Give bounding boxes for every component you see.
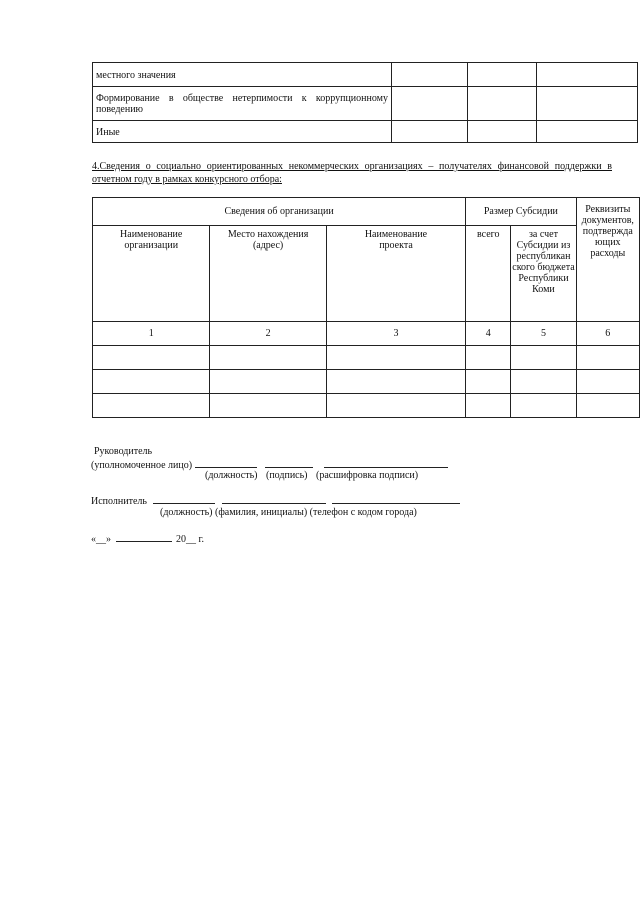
decode-blank (324, 458, 448, 468)
header-group-subsidy: Размер Субсидии (466, 198, 576, 226)
table-row (93, 346, 640, 370)
date-year: 20__ г. (176, 534, 204, 545)
organizations-table (92, 197, 640, 418)
head-captions (205, 470, 418, 482)
column-number: 4 (466, 322, 511, 346)
table-cell (392, 63, 468, 87)
executor-captions: (должность) (фамилия, инициалы) (телефон с кодом города) (160, 507, 417, 518)
header-republic-budget: за счет Субсидии из республикан ского бюджета Республики Коми (511, 226, 576, 322)
table-cell (468, 121, 537, 143)
column-number: 6 (576, 322, 639, 346)
header-requisites: Реквизиты документов, подтвержда ющих расходы (576, 198, 639, 322)
column-number: 2 (210, 322, 326, 346)
executor-label: Исполнитель (91, 496, 147, 507)
date-line (91, 532, 204, 546)
section-heading: 4.Сведения о социально ориентированных некоммерческих организациях – получателях финансовой поддержки в отчетном году в рамках конкурсного отбора: (92, 161, 612, 185)
table-row-label: Иные (93, 121, 392, 143)
sign-blank (265, 458, 313, 468)
header-location: Место нахождения (адрес) (210, 226, 326, 322)
header-group-org: Сведения об организации (93, 198, 466, 226)
table-row-label: Формирование в обществе нетерпимости к коррупционному поведению (93, 87, 392, 121)
caption-sign: (подпись) (266, 470, 308, 481)
executor-phone-blank (332, 494, 460, 504)
date-day: «__» (91, 534, 111, 545)
caption-decode: (расшифровка подписи) (316, 470, 419, 481)
executor-name-blank (222, 494, 326, 504)
executor-line (91, 494, 460, 508)
head-label: Руководитель (94, 446, 153, 457)
authorized-label: (уполномоченное лицо) (91, 460, 193, 471)
position-blank (195, 458, 257, 468)
activity-table (92, 62, 638, 143)
table-cell (537, 121, 638, 143)
date-month-blank (116, 532, 172, 542)
table-row (93, 370, 640, 394)
column-number: 3 (326, 322, 465, 346)
table-cell (392, 87, 468, 121)
caption-position: (должность) (205, 470, 258, 481)
table-cell (537, 63, 638, 87)
header-total: всего (466, 226, 511, 322)
header-org-name: Наименование организации (93, 226, 210, 322)
table-row-label: местного значения (93, 63, 392, 87)
table-cell (468, 87, 537, 121)
table-cell (537, 87, 638, 121)
table-row (93, 394, 640, 418)
header-project: Наименование проекта (326, 226, 465, 322)
column-number: 5 (511, 322, 576, 346)
column-number: 1 (93, 322, 210, 346)
executor-position-blank (153, 494, 215, 504)
table-cell (392, 121, 468, 143)
table-cell (468, 63, 537, 87)
